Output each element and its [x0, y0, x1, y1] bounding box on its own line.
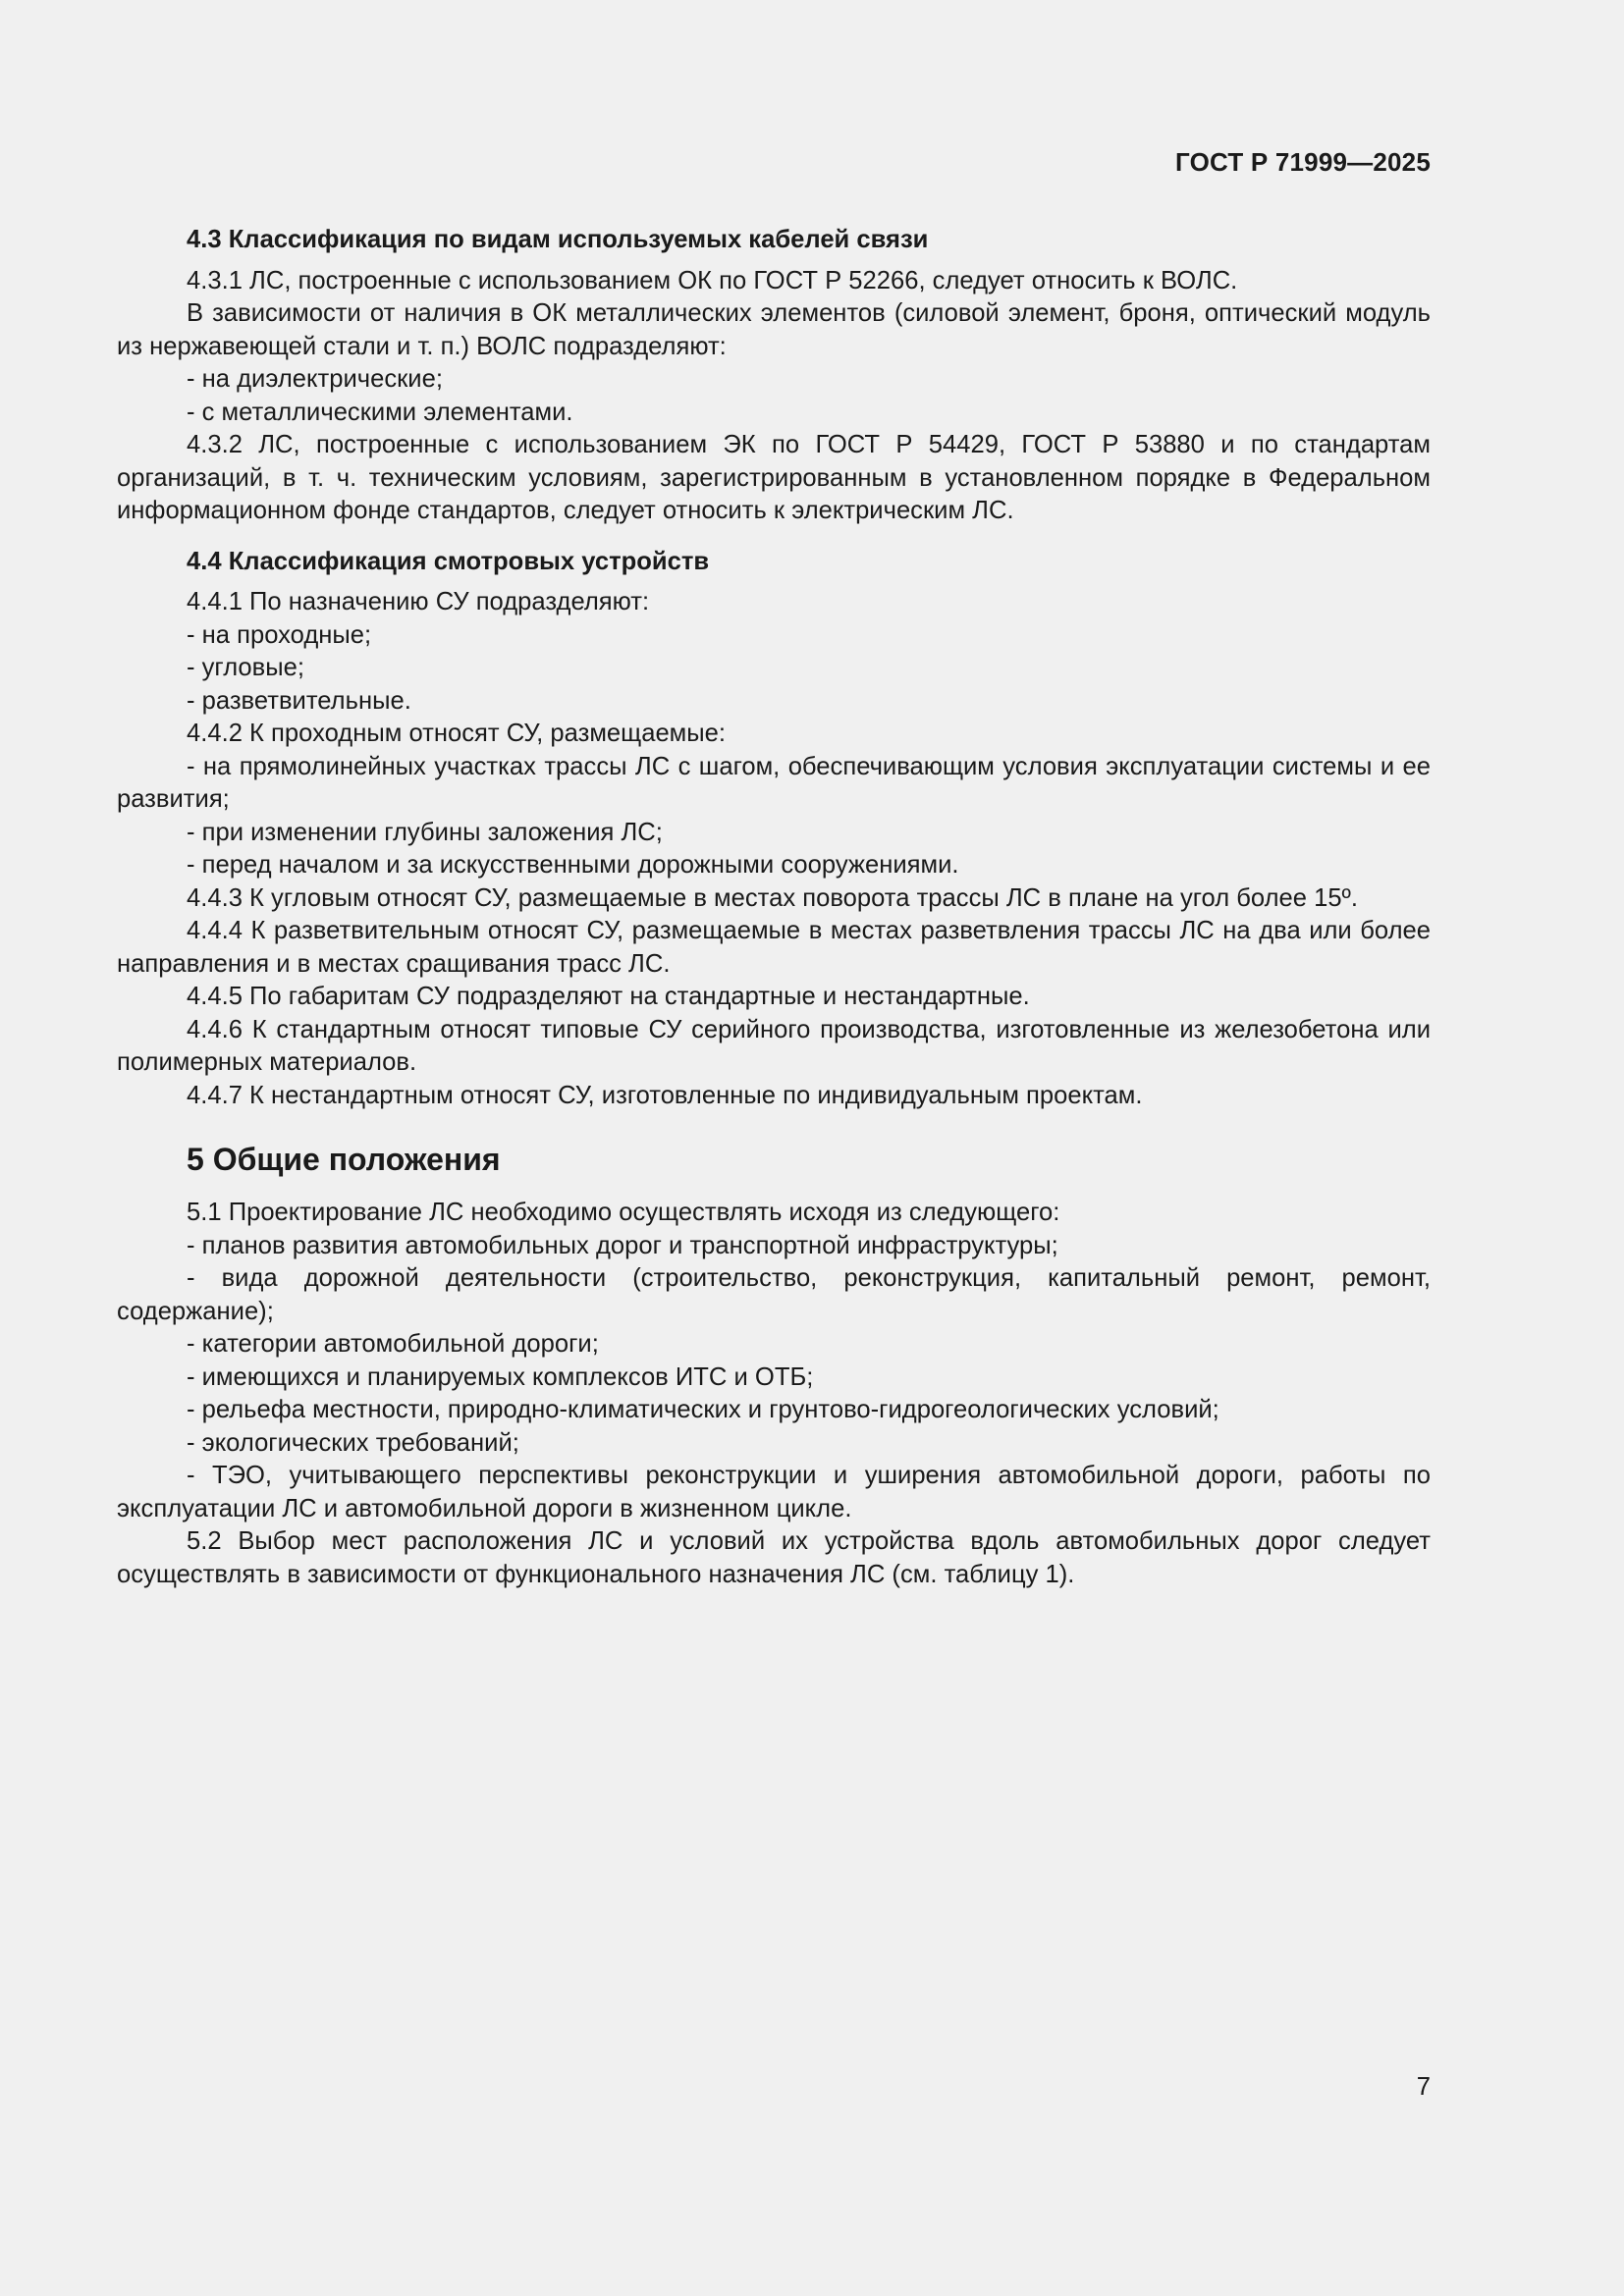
list-item: - разветвительные.: [187, 686, 411, 715]
paragraph-5-1: 5.1 Проектирование ЛС необходимо осуществлять исходя из следующего:: [187, 1199, 1060, 1226]
paragraph-4-4-7: 4.4.7 К нестандартным относят СУ, изготовленные по индивидуальным проектам.: [187, 1081, 1143, 1109]
paragraph-4-3-1-cont: В зависимости от наличия в ОК металлических элементов (силовой элемент, броня, оптический модуль из нержавеющей стали и т. п.) ВОЛС подразделяют:: [117, 299, 1431, 360]
paragraph-4-3-1: 4.3.1 ЛС, построенные с использованием ОК по ГОСТ Р 52266, следует относить к ВОЛС.: [187, 266, 1238, 294]
paragraph-4-4-3: 4.4.3 К угловым относят СУ, размещаемые в местах поворота трассы ЛС в плане на угол более 15º.: [187, 883, 1359, 912]
section-heading-5: 5 Общие положения: [187, 1142, 501, 1177]
subsection-heading-4-4: 4.4 Классификация смотровых устройств: [187, 547, 710, 575]
list-item: - перед началом и за искусственными дорожными сооружениями.: [187, 851, 959, 879]
page-number: 7: [1416, 2073, 1431, 2101]
list-item: - на проходные;: [187, 620, 372, 649]
list-item: - на прямолинейных участках трассы ЛС с шагом, обеспечивающим условия эксплуатации системы и ее развития;: [117, 752, 1431, 813]
list-item: - вида дорожной деятельности (строительство, реконструкция, капитальный ремонт, ремонт, содержание);: [117, 1264, 1431, 1325]
paragraph-4-3-2: 4.3.2 ЛС, построенные с использованием ЭК по ГОСТ Р 54429, ГОСТ Р 53880 и по стандартам организаций, в т. ч. техническим условиям, зарегистрированным в установленном порядке в Федеральном информационном фонде стандартов, следует относить к электрическим ЛС.: [117, 431, 1431, 524]
document-code: ГОСТ Р 71999—2025: [1175, 147, 1431, 177]
list-item: - при изменении глубины заложения ЛС;: [187, 818, 663, 846]
paragraph-4-4-1: 4.4.1 По назначению СУ подразделяют:: [187, 588, 650, 615]
list-item: - рельефа местности, природно-климатических и грунтово-гидрогеологических условий;: [187, 1396, 1219, 1423]
paragraph-5-2: 5.2 Выбор мест расположения ЛС и условий их устройства вдоль автомобильных дорог следует осуществлять в зависимости от функционального назначения ЛС (см. таблицу 1).: [117, 1527, 1431, 1588]
list-item: - экологических требований;: [187, 1428, 519, 1457]
list-item: - угловые;: [187, 654, 304, 681]
list-item: - на диэлектрические;: [187, 365, 443, 393]
subsection-heading-4-3: 4.3 Классификация по видам используемых кабелей связи: [187, 226, 929, 253]
paragraph-4-4-2: 4.4.2 К проходным относят СУ, размещаемые:: [187, 720, 727, 747]
list-item: - планов развития автомобильных дорог и транспортной инфраструктуры;: [187, 1231, 1058, 1259]
list-item: - категории автомобильной дороги;: [187, 1330, 599, 1358]
paragraph-4-4-4: 4.4.4 К разветвительным относят СУ, размещаемые в местах разветвления трассы ЛС на два или более направления и в местах сращивания трасс ЛС.: [117, 917, 1431, 978]
list-item: - с металлическими элементами.: [187, 398, 573, 426]
paragraph-4-4-5: 4.4.5 По габаритам СУ подразделяют на стандартные и нестандартные.: [187, 983, 1030, 1010]
list-item: - ТЭО, учитывающего перспективы реконструкции и уширения автомобильной дороги, работы по эксплуатации ЛС и автомобильной дороги в жизненном цикле.: [117, 1462, 1431, 1522]
page-content: [117, 224, 1431, 1591]
list-item: - имеющихся и планируемых комплексов ИТС и ОТБ;: [187, 1362, 814, 1391]
paragraph-4-4-6: 4.4.6 К стандартным относят типовые СУ серийного производства, изготовленные из железобетона или полимерных материалов.: [117, 1015, 1431, 1076]
